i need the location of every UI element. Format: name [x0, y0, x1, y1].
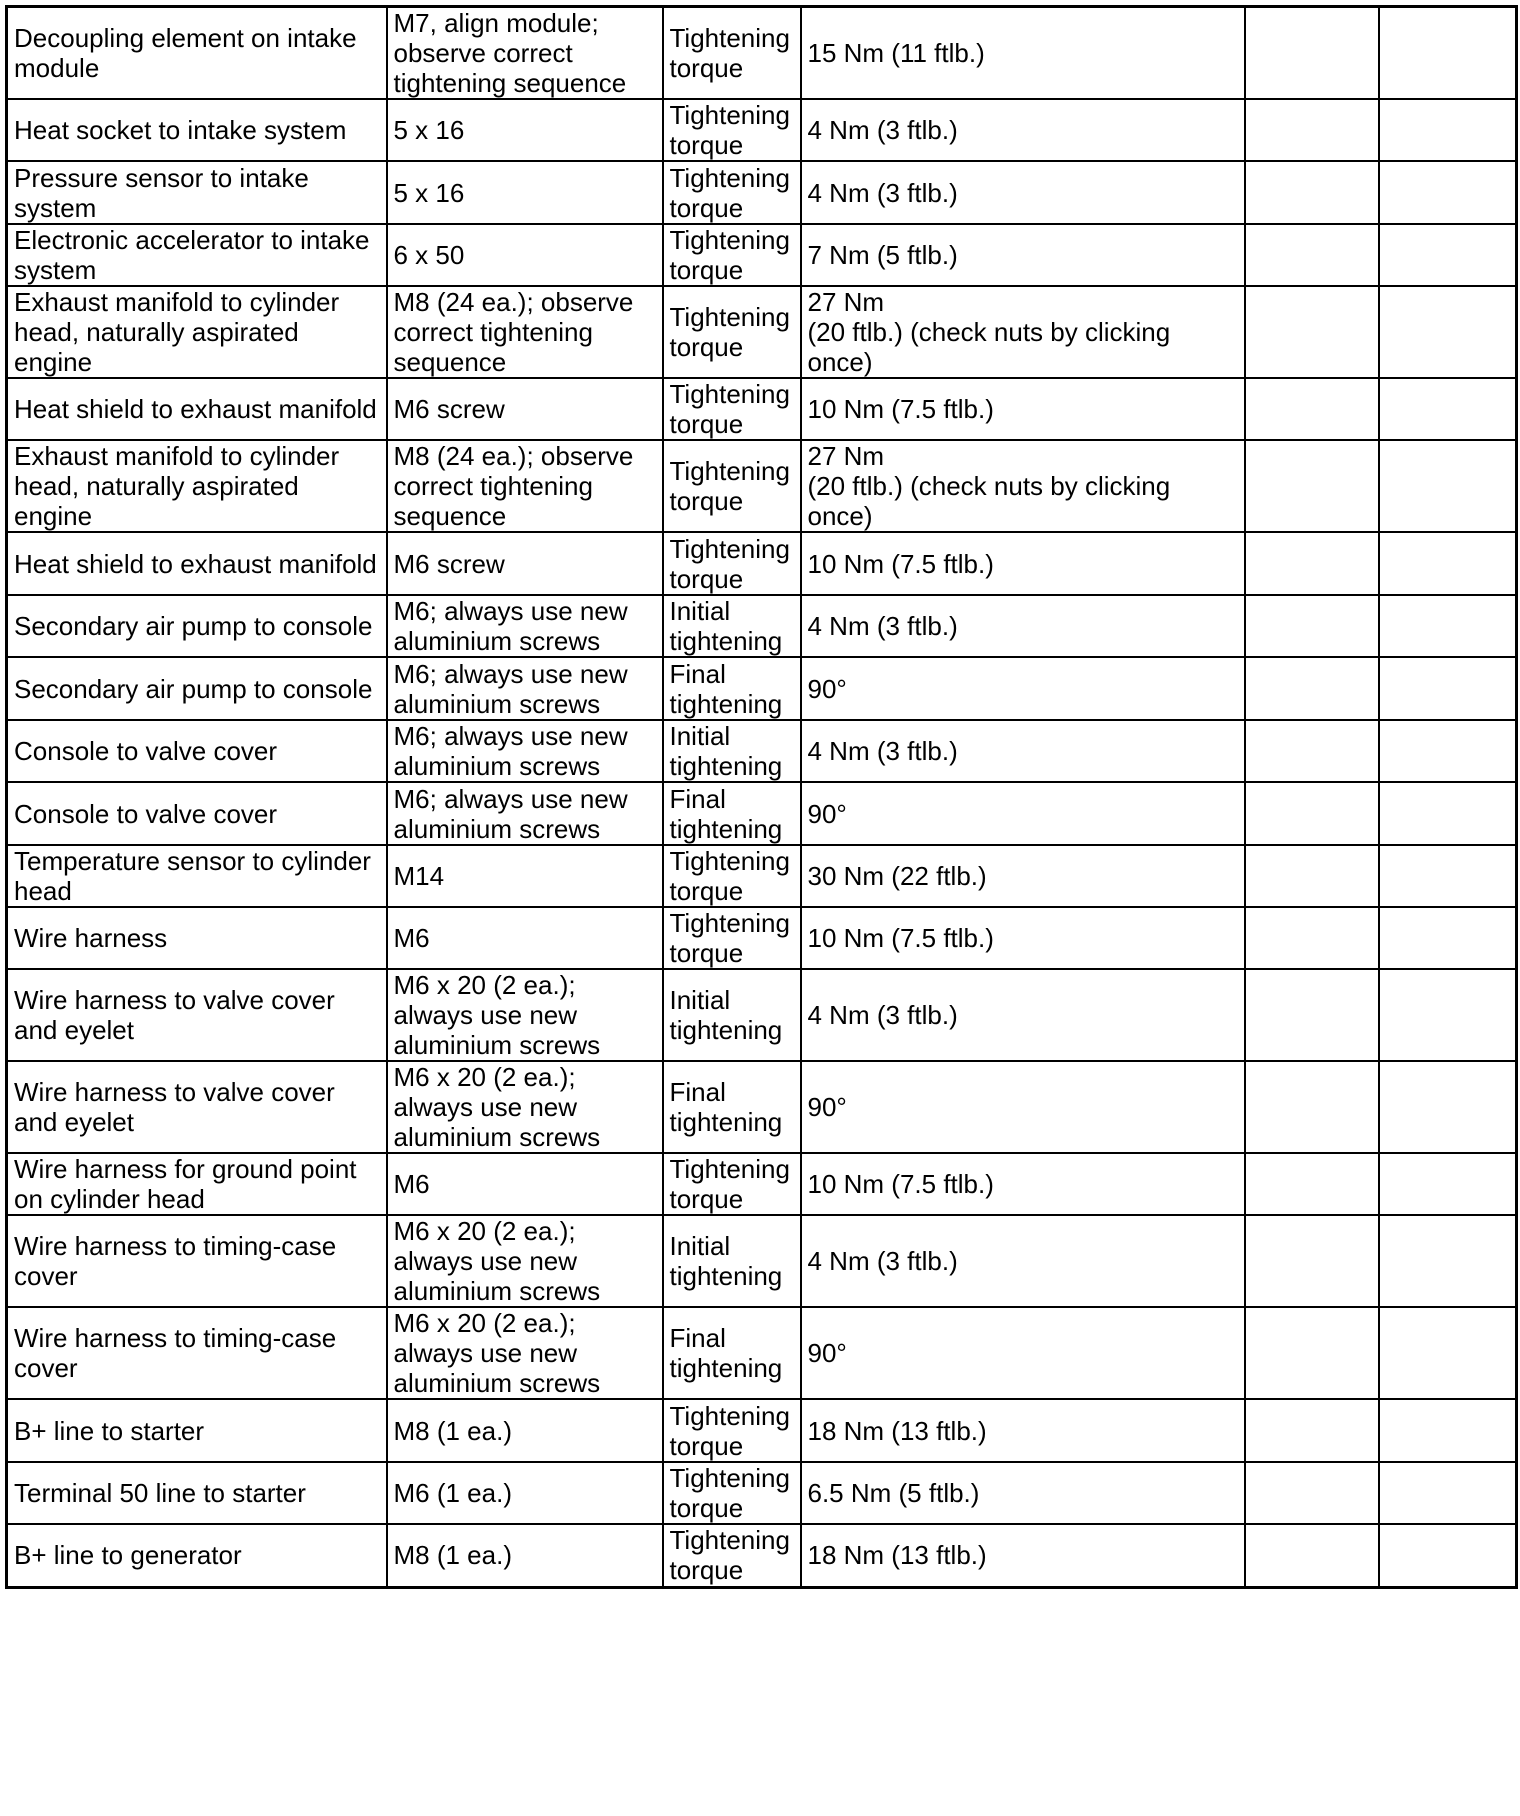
empty-cell [1379, 1153, 1517, 1215]
component-cell: Temperature sensor to cylinder head [7, 845, 387, 907]
tightening-type-cell: Tightening torque [663, 1153, 801, 1215]
tightening-type-cell: Initial tightening [663, 969, 801, 1061]
empty-cell [1245, 720, 1379, 782]
torque-value-cell: 15 Nm (11 ftlb.) [801, 7, 1245, 100]
fastener-cell: M8 (1 ea.) [387, 1399, 663, 1462]
fastener-cell: M8 (24 ea.); observe correct tightening sequence [387, 286, 663, 378]
empty-cell [1245, 1061, 1379, 1153]
empty-cell [1245, 1524, 1379, 1587]
component-cell: B+ line to starter [7, 1399, 387, 1462]
torque-spec-table-body [7, 7, 1517, 1588]
table-row [7, 440, 1517, 532]
component-cell: Wire harness [7, 907, 387, 969]
tightening-type-cell: Initial tightening [663, 720, 801, 782]
tightening-type-cell: Tightening torque [663, 440, 801, 532]
table-row [7, 845, 1517, 907]
component-cell: Wire harness to valve cover and eyelet [7, 1061, 387, 1153]
empty-cell [1379, 1061, 1517, 1153]
torque-value-cell: 4 Nm (3 ftlb.) [801, 161, 1245, 224]
torque-value-cell: 4 Nm (3 ftlb.) [801, 969, 1245, 1061]
empty-cell [1245, 440, 1379, 532]
tightening-type-cell: Tightening torque [663, 224, 801, 286]
empty-cell [1379, 224, 1517, 286]
torque-value-cell: 90° [801, 1061, 1245, 1153]
torque-value-cell: 10 Nm (7.5 ftlb.) [801, 1153, 1245, 1215]
table-row [7, 532, 1517, 595]
empty-cell [1379, 532, 1517, 595]
component-cell: Wire harness to timing-case cover [7, 1307, 387, 1399]
empty-cell [1379, 378, 1517, 440]
table-row [7, 907, 1517, 969]
tightening-type-cell: Tightening torque [663, 161, 801, 224]
empty-cell [1379, 1215, 1517, 1307]
component-cell: Exhaust manifold to cylinder head, naturally aspirated engine [7, 286, 387, 378]
component-cell: Secondary air pump to console [7, 595, 387, 657]
tightening-type-cell: Final tightening [663, 782, 801, 845]
torque-value-cell: 27 Nm (20 ftlb.) (check nuts by clicking once) [801, 286, 1245, 378]
empty-cell [1379, 907, 1517, 969]
torque-value-cell: 30 Nm (22 ftlb.) [801, 845, 1245, 907]
empty-cell [1379, 1462, 1517, 1524]
empty-cell [1245, 845, 1379, 907]
torque-value-cell: 27 Nm (20 ftlb.) (check nuts by clicking once) [801, 440, 1245, 532]
fastener-cell: M6; always use new aluminium screws [387, 720, 663, 782]
empty-cell [1245, 907, 1379, 969]
fastener-cell: M6 [387, 1153, 663, 1215]
tightening-type-cell: Tightening torque [663, 1524, 801, 1587]
torque-value-cell: 90° [801, 657, 1245, 720]
torque-value-cell: 4 Nm (3 ftlb.) [801, 1215, 1245, 1307]
table-row [7, 595, 1517, 657]
table-row [7, 1399, 1517, 1462]
component-cell: Wire harness to valve cover and eyelet [7, 969, 387, 1061]
empty-cell [1379, 440, 1517, 532]
component-cell: Decoupling element on intake module [7, 7, 387, 100]
empty-cell [1379, 1524, 1517, 1587]
empty-cell [1245, 595, 1379, 657]
fastener-cell: M6 [387, 907, 663, 969]
empty-cell [1379, 99, 1517, 161]
tightening-type-cell: Initial tightening [663, 1215, 801, 1307]
table-row [7, 224, 1517, 286]
component-cell: Wire harness to timing-case cover [7, 1215, 387, 1307]
table-row [7, 7, 1517, 100]
empty-cell [1379, 161, 1517, 224]
fastener-cell: M8 (24 ea.); observe correct tightening sequence [387, 440, 663, 532]
table-row [7, 782, 1517, 845]
empty-cell [1379, 595, 1517, 657]
empty-cell [1245, 224, 1379, 286]
tightening-type-cell: Final tightening [663, 1061, 801, 1153]
tightening-type-cell: Tightening torque [663, 845, 801, 907]
fastener-cell: M8 (1 ea.) [387, 1524, 663, 1587]
component-cell: Heat shield to exhaust manifold [7, 532, 387, 595]
table-row [7, 99, 1517, 161]
empty-cell [1379, 1399, 1517, 1462]
table-row [7, 1153, 1517, 1215]
empty-cell [1379, 782, 1517, 845]
empty-cell [1245, 532, 1379, 595]
tightening-type-cell: Tightening torque [663, 286, 801, 378]
torque-value-cell: 4 Nm (3 ftlb.) [801, 595, 1245, 657]
empty-cell [1379, 969, 1517, 1061]
empty-cell [1379, 1307, 1517, 1399]
torque-value-cell: 18 Nm (13 ftlb.) [801, 1524, 1245, 1587]
empty-cell [1245, 1399, 1379, 1462]
tightening-type-cell: Tightening torque [663, 1462, 801, 1524]
table-row [7, 969, 1517, 1061]
fastener-cell: M6 screw [387, 378, 663, 440]
tightening-type-cell: Final tightening [663, 657, 801, 720]
torque-value-cell: 10 Nm (7.5 ftlb.) [801, 532, 1245, 595]
torque-value-cell: 4 Nm (3 ftlb.) [801, 720, 1245, 782]
component-cell: Console to valve cover [7, 782, 387, 845]
fastener-cell: 5 x 16 [387, 99, 663, 161]
fastener-cell: M6; always use new aluminium screws [387, 595, 663, 657]
fastener-cell: M6 screw [387, 532, 663, 595]
tightening-type-cell: Tightening torque [663, 378, 801, 440]
empty-cell [1245, 1215, 1379, 1307]
empty-cell [1245, 7, 1379, 100]
component-cell: Pressure sensor to intake system [7, 161, 387, 224]
component-cell: Heat socket to intake system [7, 99, 387, 161]
table-row [7, 378, 1517, 440]
empty-cell [1245, 657, 1379, 720]
torque-value-cell: 6.5 Nm (5 ftlb.) [801, 1462, 1245, 1524]
tightening-type-cell: Initial tightening [663, 595, 801, 657]
component-cell: Console to valve cover [7, 720, 387, 782]
fastener-cell: M6 x 20 (2 ea.); always use new aluminium screws [387, 1061, 663, 1153]
table-row [7, 1061, 1517, 1153]
tightening-type-cell: Tightening torque [663, 532, 801, 595]
empty-cell [1245, 286, 1379, 378]
empty-cell [1245, 1307, 1379, 1399]
component-cell: B+ line to generator [7, 1524, 387, 1587]
fastener-cell: M6 (1 ea.) [387, 1462, 663, 1524]
empty-cell [1245, 1462, 1379, 1524]
table-row [7, 657, 1517, 720]
fastener-cell: M14 [387, 845, 663, 907]
component-cell: Wire harness for ground point on cylinder head [7, 1153, 387, 1215]
component-cell: Heat shield to exhaust manifold [7, 378, 387, 440]
empty-cell [1379, 657, 1517, 720]
torque-value-cell: 90° [801, 1307, 1245, 1399]
fastener-cell: 5 x 16 [387, 161, 663, 224]
empty-cell [1245, 161, 1379, 224]
component-cell: Exhaust manifold to cylinder head, naturally aspirated engine [7, 440, 387, 532]
torque-value-cell: 4 Nm (3 ftlb.) [801, 99, 1245, 161]
tightening-type-cell: Tightening torque [663, 99, 801, 161]
empty-cell [1379, 845, 1517, 907]
torque-value-cell: 18 Nm (13 ftlb.) [801, 1399, 1245, 1462]
empty-cell [1245, 1153, 1379, 1215]
empty-cell [1245, 782, 1379, 845]
fastener-cell: M6 x 20 (2 ea.); always use new aluminium screws [387, 1215, 663, 1307]
torque-value-cell: 90° [801, 782, 1245, 845]
tightening-type-cell: Tightening torque [663, 1399, 801, 1462]
torque-spec-table [5, 5, 1518, 1589]
component-cell: Secondary air pump to console [7, 657, 387, 720]
torque-value-cell: 7 Nm (5 ftlb.) [801, 224, 1245, 286]
table-row [7, 1462, 1517, 1524]
table-row [7, 720, 1517, 782]
fastener-cell: M7, align module; observe correct tightening sequence [387, 7, 663, 100]
fastener-cell: M6 x 20 (2 ea.); always use new aluminium screws [387, 1307, 663, 1399]
tightening-type-cell: Tightening torque [663, 7, 801, 100]
table-row [7, 1524, 1517, 1587]
component-cell: Electronic accelerator to intake system [7, 224, 387, 286]
fastener-cell: M6 x 20 (2 ea.); always use new aluminium screws [387, 969, 663, 1061]
torque-value-cell: 10 Nm (7.5 ftlb.) [801, 378, 1245, 440]
fastener-cell: M6; always use new aluminium screws [387, 782, 663, 845]
table-row [7, 1215, 1517, 1307]
empty-cell [1379, 720, 1517, 782]
empty-cell [1245, 378, 1379, 440]
fastener-cell: 6 x 50 [387, 224, 663, 286]
empty-cell [1245, 969, 1379, 1061]
table-row [7, 1307, 1517, 1399]
tightening-type-cell: Final tightening [663, 1307, 801, 1399]
empty-cell [1379, 286, 1517, 378]
component-cell: Terminal 50 line to starter [7, 1462, 387, 1524]
tightening-type-cell: Tightening torque [663, 907, 801, 969]
empty-cell [1379, 7, 1517, 100]
empty-cell [1245, 99, 1379, 161]
torque-value-cell: 10 Nm (7.5 ftlb.) [801, 907, 1245, 969]
fastener-cell: M6; always use new aluminium screws [387, 657, 663, 720]
table-row [7, 286, 1517, 378]
table-row [7, 161, 1517, 224]
